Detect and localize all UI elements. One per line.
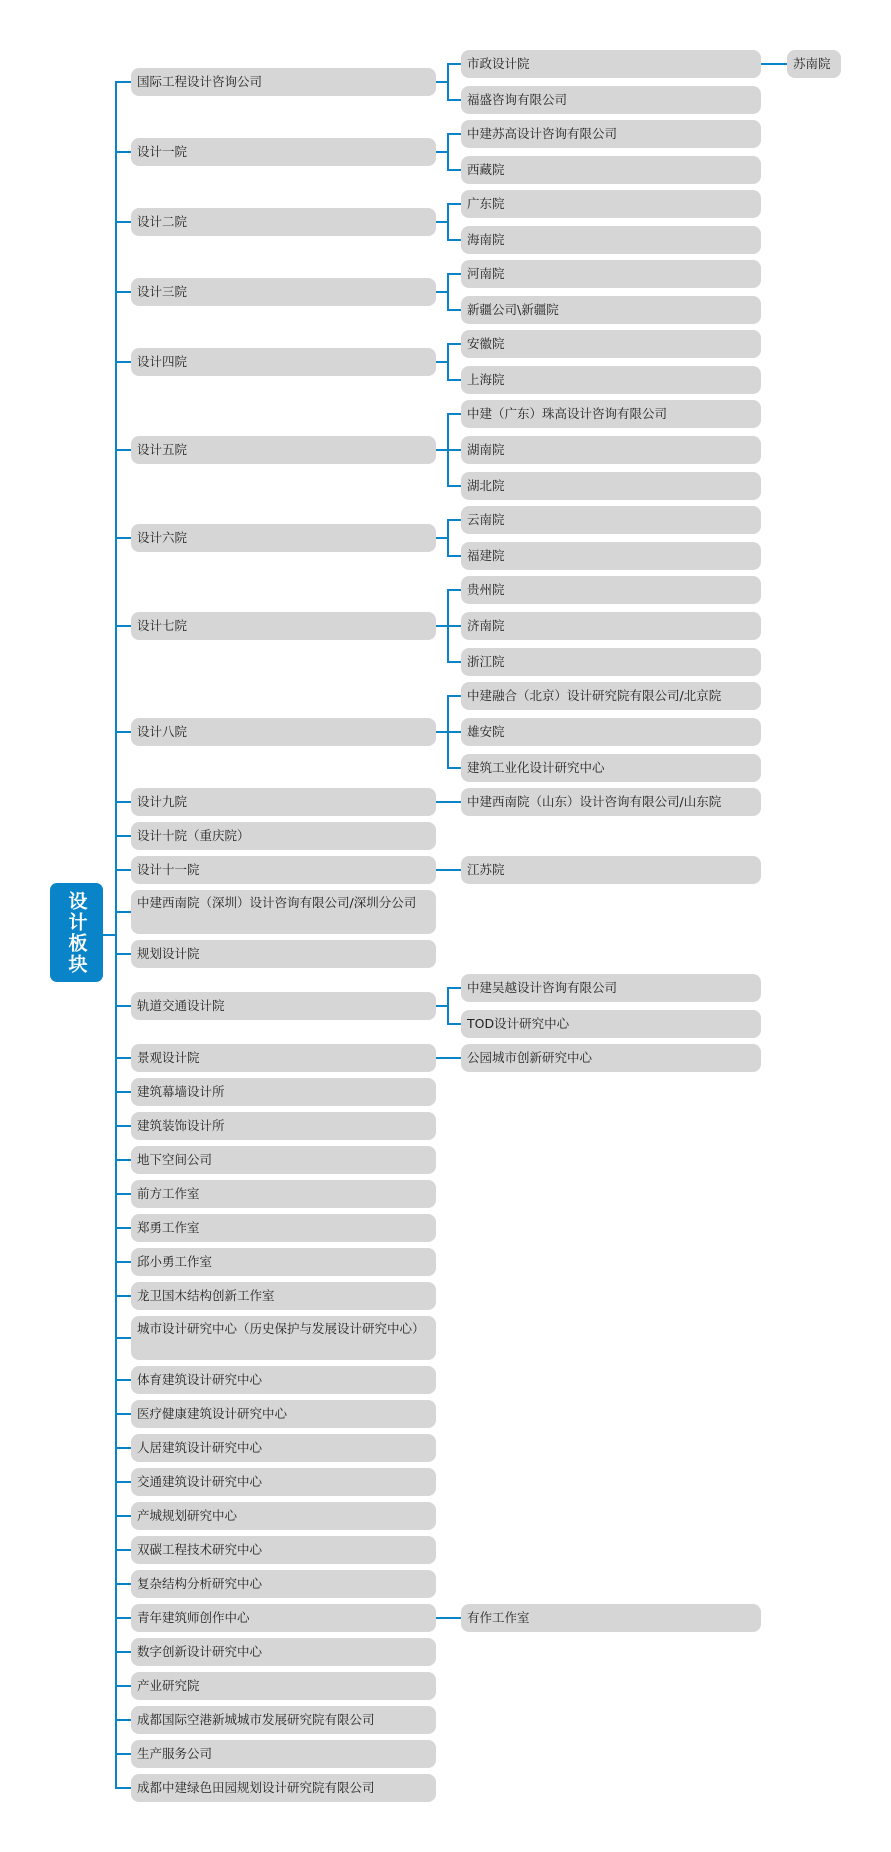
level2-node[interactable]: 海南院	[461, 226, 761, 254]
level2-node[interactable]: 湖南院	[461, 436, 761, 464]
level1-node[interactable]: 设计九院	[131, 788, 436, 816]
child-trunk	[447, 343, 449, 381]
level1-node[interactable]: 建筑装饰设计所	[131, 1112, 436, 1140]
level2-node[interactable]: 中建（广东）珠高设计咨询有限公司	[461, 400, 761, 428]
branch-connector	[116, 1413, 131, 1415]
branch-connector	[116, 1057, 131, 1059]
branch-connector	[116, 911, 131, 913]
child-tick	[447, 767, 461, 769]
branch-connector	[116, 1651, 131, 1653]
level1-node[interactable]: 设计十一院	[131, 856, 436, 884]
level2-node[interactable]: 河南院	[461, 260, 761, 288]
root-node[interactable]	[50, 883, 103, 982]
level1-node[interactable]: 设计四院	[131, 348, 436, 376]
branch-connector	[116, 953, 131, 955]
child-tick	[447, 555, 461, 557]
level1-node[interactable]: 城市设计研究中心（历史保护与发展设计研究中心）	[131, 1316, 436, 1360]
level1-node[interactable]: 成都中建绿色田园规划设计研究院有限公司	[131, 1774, 436, 1802]
child-tick	[447, 589, 461, 591]
branch-connector	[116, 1005, 131, 1007]
level2-node[interactable]: 雄安院	[461, 718, 761, 746]
level1-node[interactable]: 设计七院	[131, 612, 436, 640]
branch-connector	[116, 1337, 131, 1339]
level2-node[interactable]: 公园城市创新研究中心	[461, 1044, 761, 1072]
level1-node[interactable]: 轨道交通设计院	[131, 992, 436, 1020]
child-connector	[436, 1617, 461, 1619]
level1-node[interactable]: 青年建筑师创作中心	[131, 1604, 436, 1632]
level2-node[interactable]: TOD设计研究中心	[461, 1010, 761, 1038]
level2-node[interactable]: 市政设计院	[461, 50, 761, 78]
level3-node[interactable]: 苏南院	[787, 50, 841, 78]
level1-node[interactable]: 交通建筑设计研究中心	[131, 1468, 436, 1496]
child-trunk	[447, 987, 449, 1025]
level2-node[interactable]: 中建苏高设计咨询有限公司	[461, 120, 761, 148]
child-connector	[436, 1057, 461, 1059]
child-trunk	[447, 203, 449, 241]
level1-node[interactable]: 复杂结构分析研究中心	[131, 1570, 436, 1598]
child-trunk	[447, 63, 449, 101]
level2-node[interactable]: 湖北院	[461, 472, 761, 500]
child-trunk	[447, 519, 449, 557]
child-tick	[447, 661, 461, 663]
child-tick	[447, 203, 461, 205]
level1-node[interactable]: 设计六院	[131, 524, 436, 552]
child-trunk	[447, 273, 449, 311]
branch-connector	[116, 1787, 131, 1789]
branch-connector	[116, 449, 131, 451]
level2-node[interactable]: 福建院	[461, 542, 761, 570]
branch-connector	[116, 291, 131, 293]
level2-node[interactable]: 有作工作室	[461, 1604, 761, 1632]
level2-node[interactable]: 中建西南院（山东）设计咨询有限公司/山东院	[461, 788, 761, 816]
branch-connector	[116, 221, 131, 223]
branch-connector	[116, 1583, 131, 1585]
level1-node[interactable]: 人居建筑设计研究中心	[131, 1434, 436, 1462]
level1-node[interactable]: 数字创新设计研究中心	[131, 1638, 436, 1666]
level1-node[interactable]: 设计二院	[131, 208, 436, 236]
branch-connector	[116, 1753, 131, 1755]
branch-connector	[116, 1617, 131, 1619]
level1-node[interactable]: 设计十院（重庆院）	[131, 822, 436, 850]
child-trunk	[447, 133, 449, 171]
branch-connector	[116, 835, 131, 837]
level3-connector	[761, 63, 787, 65]
branch-connector	[116, 1159, 131, 1161]
child-tick	[447, 413, 461, 415]
child-tick	[447, 309, 461, 311]
level1-node[interactable]: 建筑幕墙设计所	[131, 1078, 436, 1106]
level1-node[interactable]: 前方工作室	[131, 1180, 436, 1208]
branch-connector	[116, 1091, 131, 1093]
level1-node[interactable]: 国际工程设计咨询公司	[131, 68, 436, 96]
level2-node[interactable]: 江苏院	[461, 856, 761, 884]
level1-node[interactable]: 中建西南院（深圳）设计咨询有限公司/深圳分公司	[131, 890, 436, 934]
child-tick	[447, 519, 461, 521]
level1-node[interactable]: 体育建筑设计研究中心	[131, 1366, 436, 1394]
root-connector	[103, 934, 116, 936]
branch-connector	[116, 1261, 131, 1263]
level1-node[interactable]: 产业研究院	[131, 1672, 436, 1700]
branch-connector	[116, 1193, 131, 1195]
child-tick	[447, 695, 461, 697]
level2-node[interactable]: 福盛咨询有限公司	[461, 86, 761, 114]
child-tick	[447, 449, 461, 451]
level2-node[interactable]: 浙江院	[461, 648, 761, 676]
level2-node[interactable]: 上海院	[461, 366, 761, 394]
level1-node[interactable]: 龙卫国木结构创新工作室	[131, 1282, 436, 1310]
branch-connector	[116, 1685, 131, 1687]
level1-node[interactable]: 双碳工程技术研究中心	[131, 1536, 436, 1564]
level1-node[interactable]: 产城规划研究中心	[131, 1502, 436, 1530]
child-tick	[447, 1023, 461, 1025]
branch-connector	[116, 151, 131, 153]
level1-node[interactable]: 医疗健康建筑设计研究中心	[131, 1400, 436, 1428]
branch-connector	[116, 801, 131, 803]
level2-node[interactable]: 贵州院	[461, 576, 761, 604]
level2-node[interactable]: 安徽院	[461, 330, 761, 358]
level2-node[interactable]: 建筑工业化设计研究中心	[461, 754, 761, 782]
branch-connector	[116, 1719, 131, 1721]
level1-node[interactable]: 成都国际空港新城城市发展研究院有限公司	[131, 1706, 436, 1734]
level1-node[interactable]: 郑勇工作室	[131, 1214, 436, 1242]
level1-node[interactable]: 设计三院	[131, 278, 436, 306]
branch-connector	[116, 1481, 131, 1483]
level1-node[interactable]: 设计一院	[131, 138, 436, 166]
child-tick	[447, 133, 461, 135]
branch-connector	[116, 537, 131, 539]
level2-node[interactable]: 广东院	[461, 190, 761, 218]
child-tick	[447, 625, 461, 627]
level1-node[interactable]: 邱小勇工作室	[131, 1248, 436, 1276]
child-tick	[447, 273, 461, 275]
child-tick	[447, 343, 461, 345]
level2-node[interactable]: 西藏院	[461, 156, 761, 184]
child-tick	[447, 485, 461, 487]
level2-node[interactable]: 济南院	[461, 612, 761, 640]
level1-node[interactable]: 设计五院	[131, 436, 436, 464]
branch-connector	[116, 1549, 131, 1551]
branch-connector	[116, 81, 131, 83]
level2-node[interactable]: 中建吴越设计咨询有限公司	[461, 974, 761, 1002]
branch-connector	[116, 1447, 131, 1449]
child-tick	[447, 379, 461, 381]
level1-node[interactable]: 地下空间公司	[131, 1146, 436, 1174]
branch-connector	[116, 361, 131, 363]
level2-node[interactable]: 云南院	[461, 506, 761, 534]
branch-connector	[116, 1125, 131, 1127]
branch-connector	[116, 1515, 131, 1517]
level1-node[interactable]: 生产服务公司	[131, 1740, 436, 1768]
branch-connector	[116, 625, 131, 627]
level1-node[interactable]: 景观设计院	[131, 1044, 436, 1072]
child-tick	[447, 731, 461, 733]
branch-connector	[116, 1227, 131, 1229]
child-tick	[447, 987, 461, 989]
child-tick	[447, 99, 461, 101]
level2-node[interactable]: 中建融合（北京）设计研究院有限公司/北京院	[461, 682, 761, 710]
level2-node[interactable]: 新疆公司\新疆院	[461, 296, 761, 324]
child-tick	[447, 63, 461, 65]
level1-node[interactable]: 规划设计院	[131, 940, 436, 968]
child-tick	[447, 239, 461, 241]
child-tick	[447, 169, 461, 171]
root-label: 设计板块	[65, 890, 88, 975]
level1-node[interactable]: 设计八院	[131, 718, 436, 746]
branch-connector	[116, 1379, 131, 1381]
branch-connector	[116, 731, 131, 733]
child-connector	[436, 869, 461, 871]
child-connector	[436, 801, 461, 803]
branch-connector	[116, 869, 131, 871]
branch-connector	[116, 1295, 131, 1297]
